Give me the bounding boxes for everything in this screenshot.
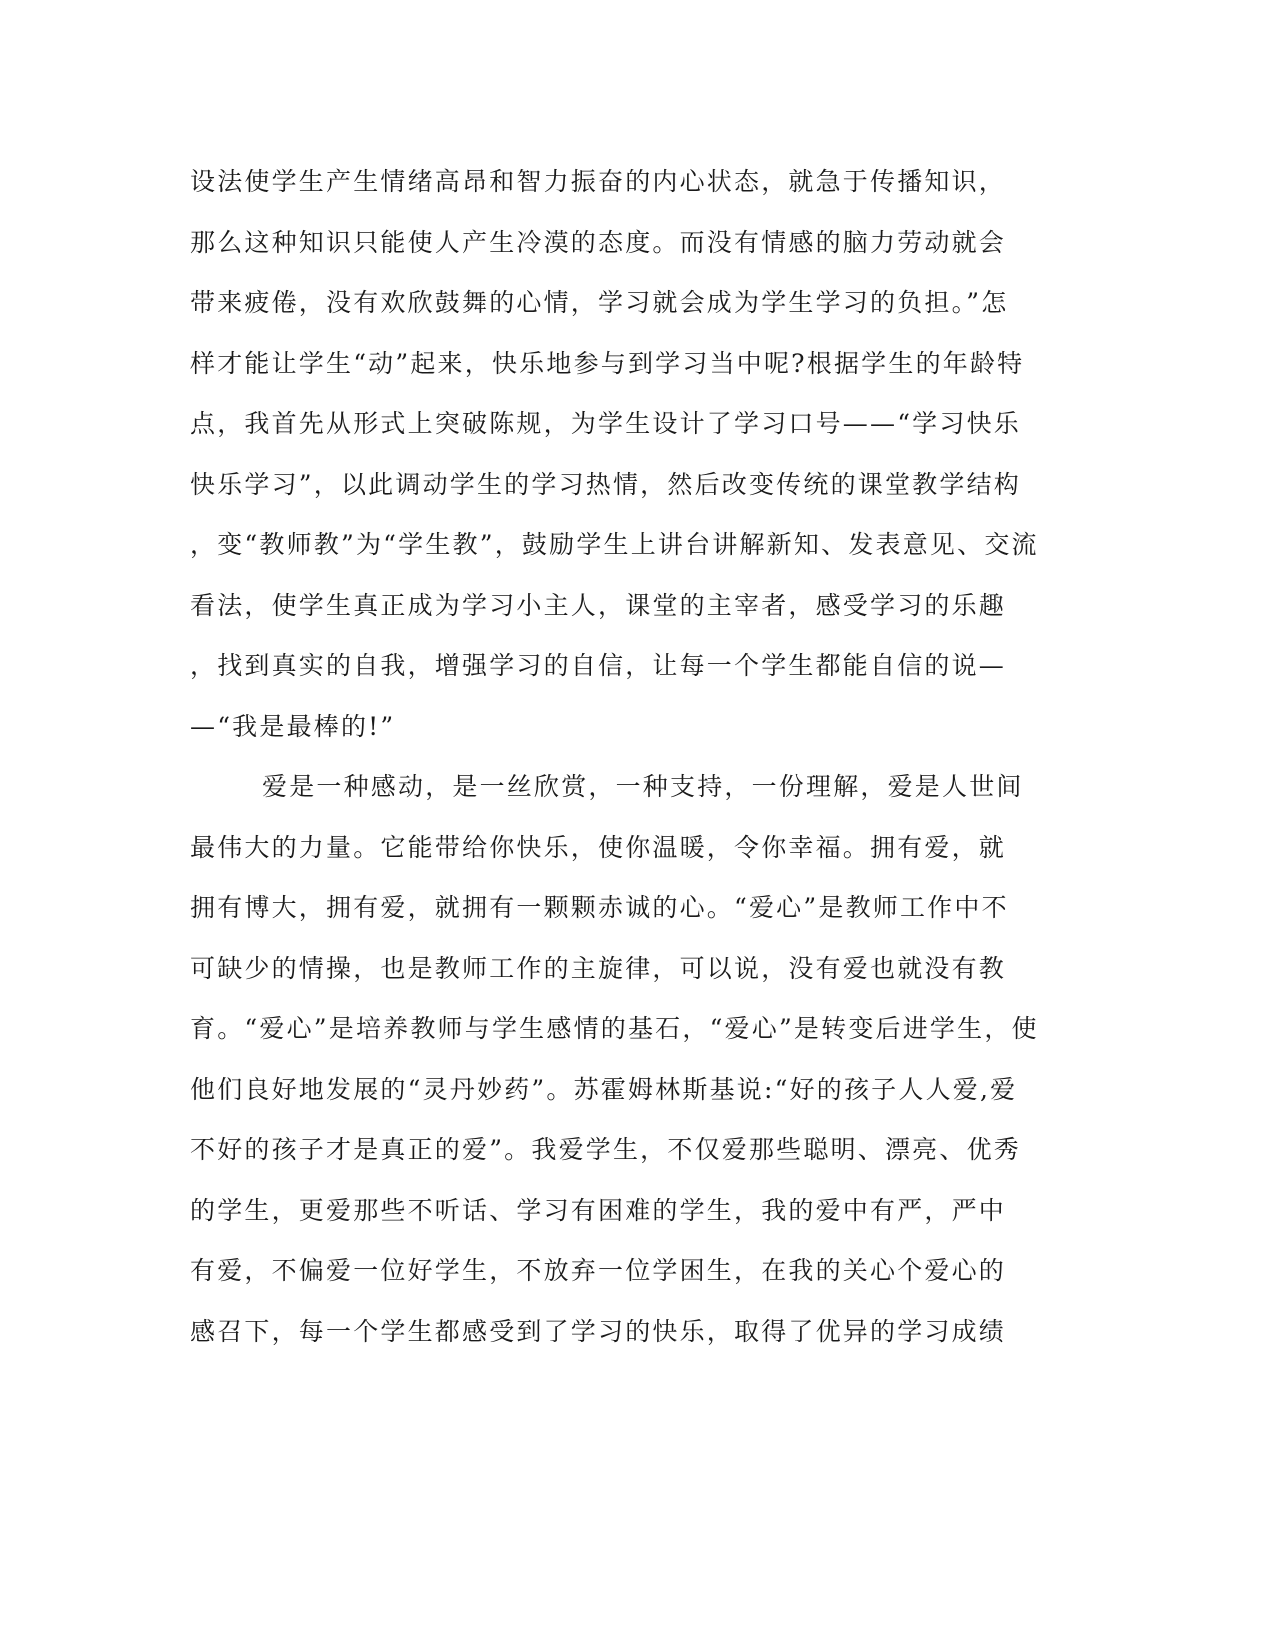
text-line: 爱是一种感动，是一丝欣赏，一种支持，一份理解，爱是人世间 [262, 772, 1024, 801]
text-line: 设法使学生产生情绪高昂和智力振奋的内心状态，就急于传播知识， [190, 167, 1007, 196]
text-line: 点，我首先从形式上突破陈规，为学生设计了学习口号——“学习快乐 [190, 409, 1021, 438]
text-line: 样才能让学生“动”起来，快乐地参与到学习当中呢?根据学生的年龄特 [190, 348, 1025, 378]
text-line: 不好的孩子才是真正的爱”。我爱学生，不仅爱那些聪明、漂亮、优秀 [190, 1135, 1021, 1164]
text-line: 快乐学习”，以此调动学生的学习热情，然后改变传统的课堂教学结构 [190, 469, 1021, 499]
text-line: 感召下，每一个学生都感受到了学习的快乐，取得了优异的学习成绩 [190, 1316, 1007, 1346]
text-line: 的学生，更爱那些不听话、学习有困难的学生，我的爱中有严，严中 [190, 1195, 1007, 1225]
text-line: ，变“教师教”为“学生教”，鼓励学生上讲台讲解新知、发表意见、交流 [190, 530, 1039, 559]
text-line: 他们良好地发展的“灵丹妙药”。苏霍姆林斯基说:“好的孩子人人爱,爱 [190, 1074, 1018, 1104]
text-line: 看法，使学生真正成为学习小主人，课堂的主宰者，感受学习的乐趣 [190, 590, 1007, 620]
text-line: 育。“爱心”是培养教师与学生感情的基石，“爱心”是转变后进学生，使 [190, 1014, 1039, 1043]
text-line: 有爱，不偏爱一位好学生，不放弃一位学困生，在我的关心个爱心的 [190, 1256, 1007, 1285]
text-line: ，找到真实的自我，增强学习的自信，让每一个学生都能自信的说— [190, 651, 1007, 680]
text-line: 带来疲倦，没有欢欣鼓舞的心情，学习就会成为学生学习的负担。”怎 [190, 288, 1009, 317]
text-line: 最伟大的力量。它能带给你快乐，使你温暖，令你幸福。拥有爱，就 [190, 832, 1007, 862]
text-line: 那么这种知识只能使人产生冷漠的态度。而没有情感的脑力劳动就会 [190, 227, 1007, 257]
body-text [190, 162, 1090, 1372]
text-line: —“我是最棒的!” [190, 711, 396, 741]
text-line: 拥有博大，拥有爱，就拥有一颗颗赤诚的心。“爱心”是教师工作中不 [190, 893, 1009, 922]
text-line: 可缺少的情操，也是教师工作的主旋律，可以说，没有爱也就没有教 [190, 953, 1007, 983]
paragraph-1 [190, 162, 1090, 767]
paragraph-2 [190, 767, 1090, 1372]
